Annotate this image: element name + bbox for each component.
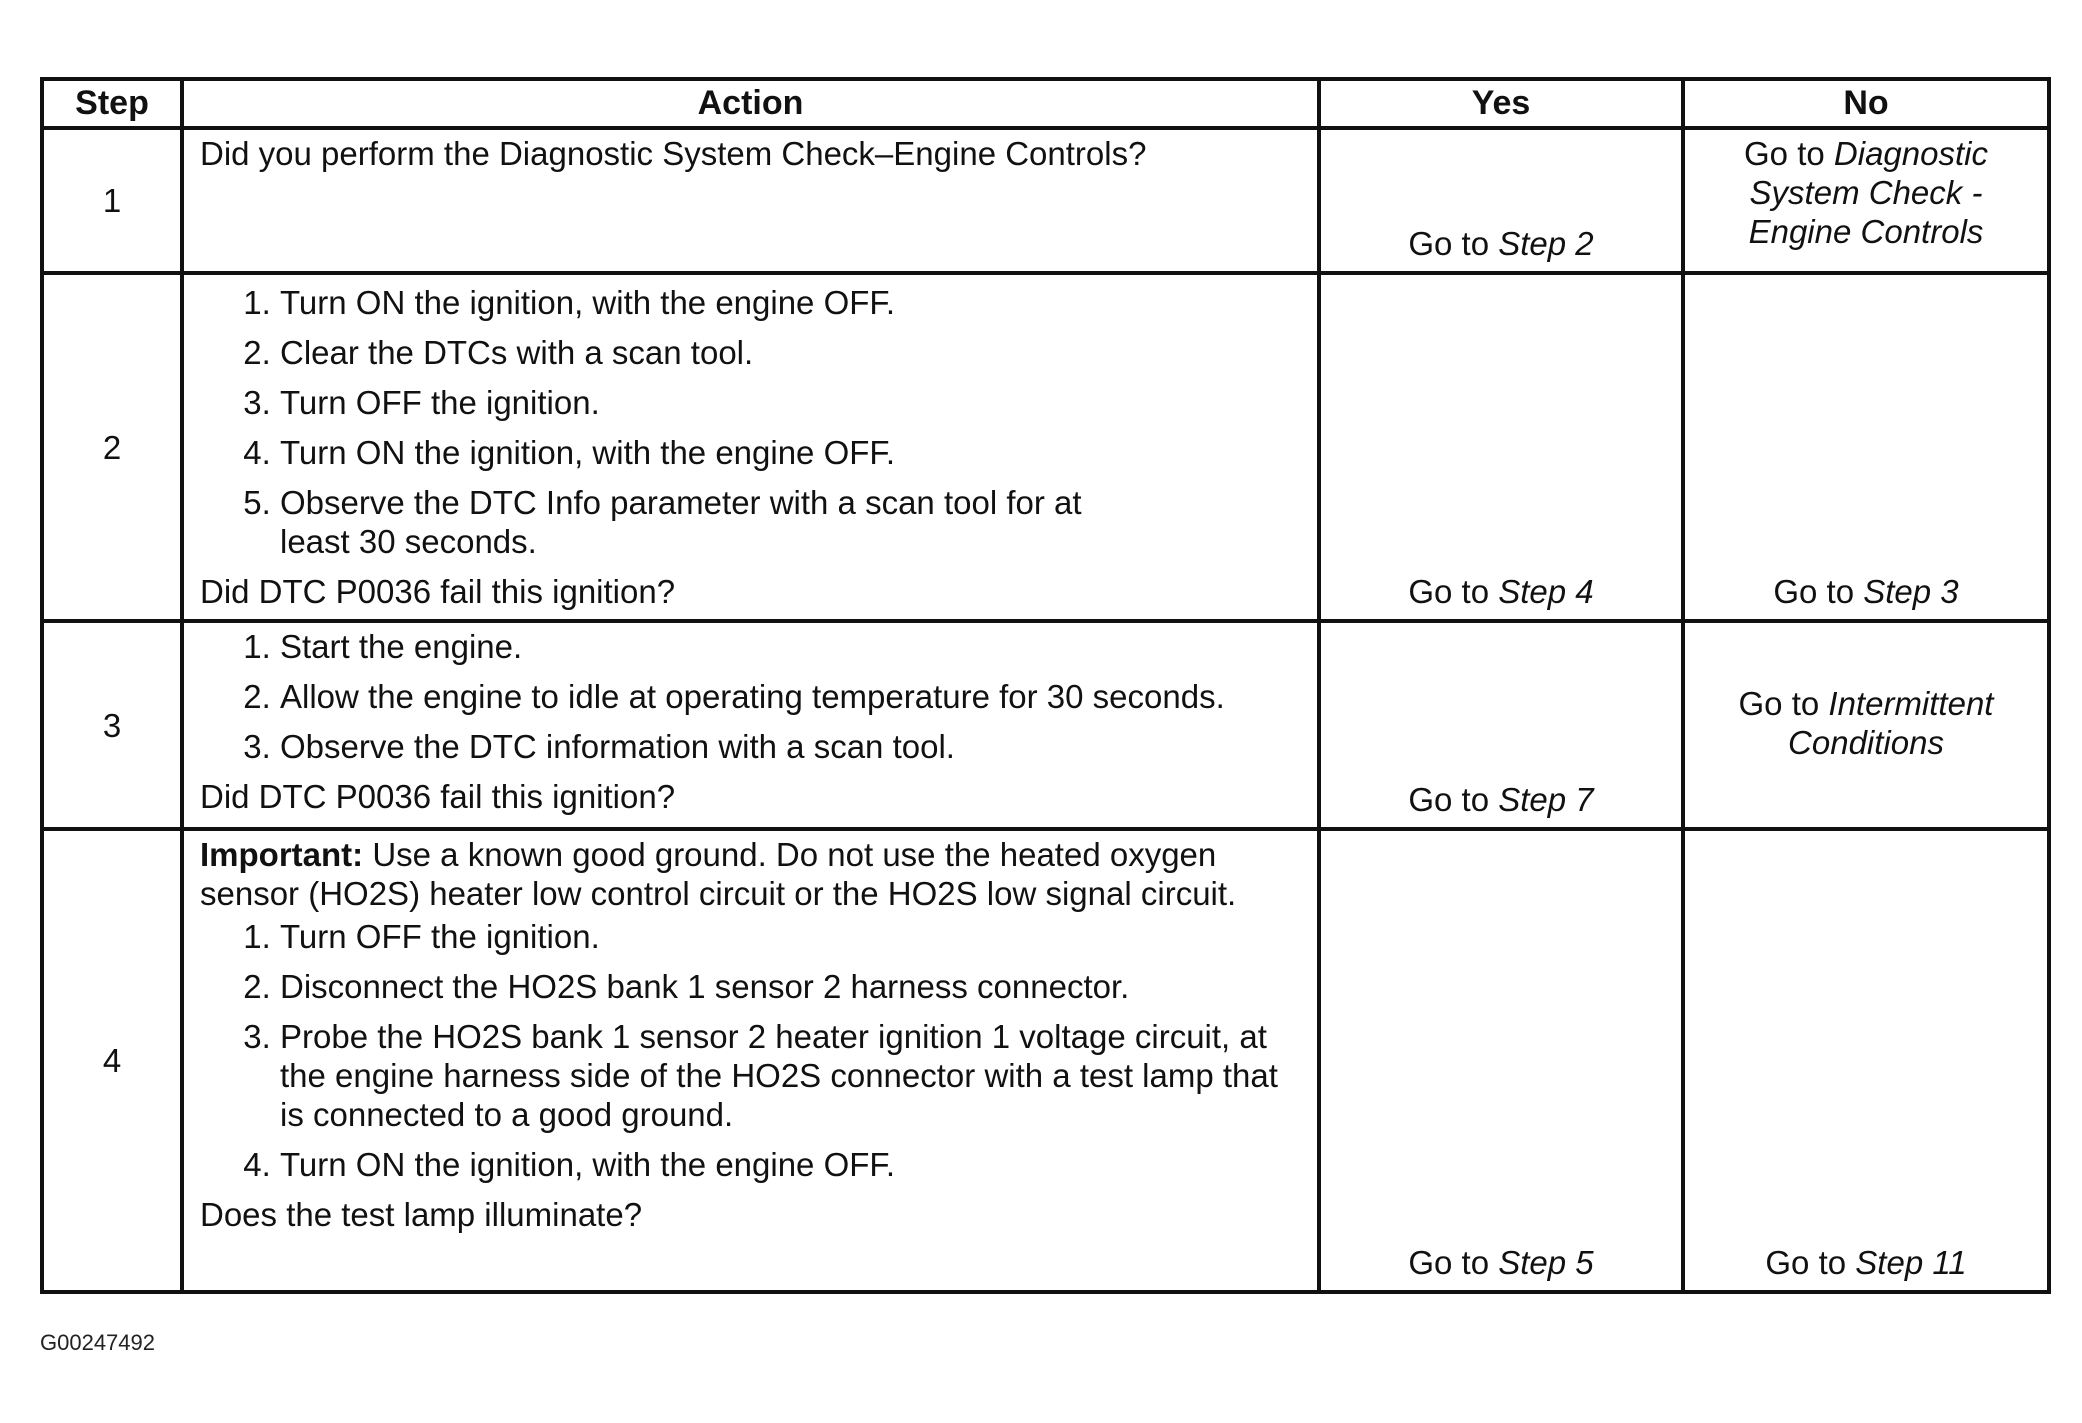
action-step: 4. Turn ON the ignition, with the engine OFF. <box>280 1145 1303 1184</box>
action-steps-list <box>200 627 1303 766</box>
step-number: 3 <box>42 621 182 829</box>
action-question: Did DTC P0036 fail this ignition? <box>200 778 676 815</box>
no-cell <box>1683 621 2049 829</box>
important-text: Use a known good ground. Do not use the heated oxygen sensor (HO2S) heater low control circuit or the HO2S low signal circuit. <box>200 836 1237 912</box>
yes-prefix: Go to <box>1408 573 1490 610</box>
action-step: 3. Probe the HO2S bank 1 sensor 2 heater ignition 1 voltage circuit, at the engine harness side of the HO2S connector with a test lamp that is connected to a good ground. <box>280 1017 1303 1134</box>
action-step: 1. Start the engine. <box>280 627 1303 666</box>
important-note <box>200 835 1303 913</box>
action-step: 1. Turn ON the ignition, with the engine OFF. <box>280 283 1303 322</box>
action-step: 1. Turn OFF the ignition. <box>280 917 1303 956</box>
action-cell <box>182 273 1319 621</box>
header-no: No <box>1683 79 2049 128</box>
no-prefix: Go to <box>1744 135 1825 172</box>
yes-cell <box>1319 128 1683 273</box>
action-question: Does the test lamp illuminate? <box>200 1196 643 1233</box>
action-cell <box>182 621 1319 829</box>
no-target: System Check - <box>1749 174 1983 211</box>
yes-target: Step 4 <box>1498 573 1594 610</box>
no-target: Step 3 <box>1863 573 1959 610</box>
header-row <box>42 79 2049 128</box>
action-step: 3. Observe the DTC information with a scan tool. <box>280 727 1303 766</box>
no-cell <box>1683 128 2049 273</box>
table-row-step-4 <box>42 829 2049 1292</box>
yes-target: Step 2 <box>1498 225 1594 262</box>
important-label: Important: <box>200 836 364 873</box>
table-row-step-3 <box>42 621 2049 829</box>
yes-prefix: Go to <box>1408 225 1490 262</box>
step-number: 1 <box>42 128 182 273</box>
action-cell <box>182 829 1319 1292</box>
yes-cell <box>1319 273 1683 621</box>
no-prefix: Go to <box>1765 1244 1847 1281</box>
step-number: 2 <box>42 273 182 621</box>
no-target: Engine Controls <box>1748 213 1984 250</box>
yes-cell <box>1319 621 1683 829</box>
no-prefix: Go to <box>1773 573 1855 610</box>
no-target: Conditions <box>1788 724 1944 761</box>
action-step: 3. Turn OFF the ignition. <box>280 383 1303 422</box>
no-target: Step 11 <box>1855 1244 1967 1281</box>
header-step: Step <box>42 79 182 128</box>
action-steps-list <box>200 283 1303 561</box>
header-action: Action <box>182 79 1319 128</box>
action-step: 2. Disconnect the HO2S bank 1 sensor 2 harness connector. <box>280 967 1303 1006</box>
action-question: Did DTC P0036 fail this ignition? <box>200 573 676 610</box>
step-number: 4 <box>42 829 182 1292</box>
action-cell <box>182 128 1319 273</box>
no-cell <box>1683 829 2049 1292</box>
no-target: Diagnostic <box>1833 135 1988 172</box>
action-step: 4. Turn ON the ignition, with the engine OFF. <box>280 433 1303 472</box>
action-step: 2. Allow the engine to idle at operating temperature for 30 seconds. <box>280 677 1303 716</box>
header-yes: Yes <box>1319 79 1683 128</box>
no-cell <box>1683 273 2049 621</box>
action-step: 2. Clear the DTCs with a scan tool. <box>280 333 1303 372</box>
figure-id: G00247492 <box>40 1330 155 1355</box>
no-prefix: Go to <box>1738 685 1820 722</box>
diagnostic-table <box>40 77 2051 1294</box>
table-row-step-2 <box>42 273 2049 621</box>
action-question: Did you perform the Diagnostic System Check–Engine Controls? <box>200 135 1147 172</box>
yes-prefix: Go to <box>1408 781 1490 818</box>
no-target: Intermittent <box>1828 685 1994 722</box>
action-steps-list <box>200 917 1303 1184</box>
yes-cell <box>1319 829 1683 1292</box>
action-step: 5. Observe the DTC Info parameter with a scan tool for at least 30 seconds. <box>280 483 1303 561</box>
table-row-step-1 <box>42 128 2049 273</box>
yes-target: Step 5 <box>1498 1244 1594 1281</box>
yes-target: Step 7 <box>1498 781 1594 818</box>
yes-prefix: Go to <box>1408 1244 1490 1281</box>
